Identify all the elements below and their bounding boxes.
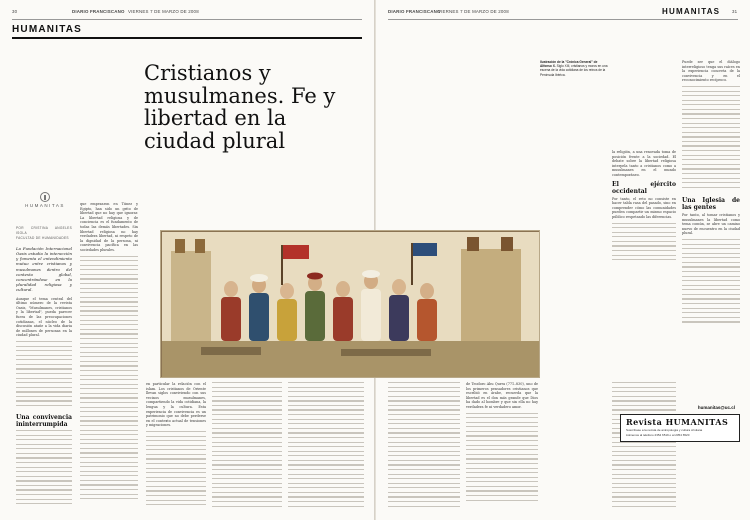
logo-wordmark: HUMANITAS [25,203,65,208]
right-folio-date: VIERNES 7 DE MARZO DE 2008 [438,9,509,14]
right-column-1a-text [388,382,460,512]
right-subhead: El ejército occidental [612,180,676,195]
right-column-3 [682,60,740,400]
right-folio-rule [388,19,738,20]
left-column-3 [146,382,206,512]
right-body-paragraph-col2: la religión, a una renovada toma de posición frente a la sociedad. El debate sobre la libertad religiosa interpela tanto a cristianos como a musulmanes en el mundo contemporáneo. [612,150,676,177]
left-section-rule [12,37,362,39]
right-folio-publication: DIARIO FRANCISCANO [388,9,441,14]
site-url[interactable]: humanitas@uc.cl [697,405,735,410]
body-text-lines [16,341,72,411]
illumination-drawing [161,231,540,378]
body-paragraph-intro: Aunque el tema central del último número de la revista Oasis, "Musulmanes, cristianos y la libertad", pueda parecer fuera de las preocupaciones cotidianas, el núcleo de la discusión atañe a la vida diaria de millones de personas en la ciudad plural. [16,296,72,338]
body-text-lines [682,239,740,329]
right-subhead-col3: Una Iglesia de las gentes [682,196,740,211]
right-section-title: HUMANITAS [662,7,721,16]
right-folio-number: 31 [732,9,738,14]
caption-title: Ilustración de la "Crónica General" de Alfonso X. [540,60,598,69]
body-text-lines [80,256,138,506]
cross-emblem-icon [40,192,50,202]
left-column-4-text [212,382,282,512]
left-folio-date: VIERNES 7 DE MARZO DE 2008 [128,9,199,14]
article-lede: La Fundación Internacional Oasis estudia la interacción y fomenta el entendimiento mutuo entre cristianos y musulmanes dentro del contexto global, concentrándose en la pluralidad religiosa y cultural. [16,245,72,293]
right-body-paragraph-col3: Puede ser que el diálogo interreligioso tenga sus raíces en la experiencia concreta de la convivencia y en el reconocimiento recíproco. [682,60,740,83]
medieval-illumination-image [160,230,540,378]
ad-line-2: Llámenos al teléfono 2354 6519 o al 2354 6520 [626,433,690,437]
left-column-5-text [288,382,364,512]
article-headline: Cristianos y musulmanes. Fe y libertad en la ciudad plural [144,61,336,153]
body-paragraph-col2: que empezaron en Túnez y Egipto, han sido un grito de libertad que no hay que ignorar. La libertad religiosa y de conciencia es el fundamento de todas las demás libertades. Sin libertad religiosa no hay verdadera libertad, ni respeto de la dignidad de la persona, ni convivencia pacífica en las sociedades plurales. [80,202,138,252]
article-byline: POR CRISTINA ANGELES ISOLA [16,226,72,235]
left-folio-rule [12,19,362,20]
ad-line-1: Suscríbase a la revista de antropología y cultura cristiana [626,428,703,432]
right-column-2b-text [612,382,676,512]
subscription-ad [620,405,740,442]
left-column-1 [16,222,72,512]
body-text-lines [16,430,72,510]
right-body-paragraph-col3b: Por tanto, al tomar cristianos y musulmanes la libertad como tema común, se abre un camino nuevo de encuentro en la ciudad plural. [682,212,740,236]
article-subhead: Una convivencia ininterrumpida [16,413,72,428]
right-body-paragraph-col1: de Teodoro Abu Qurra (771–830), uno de los primeros pensadores cristianos que escribió en árabe, recuerda que la libertad es el don más grande que Dios ha dado al hombre y que sin ella no hay verdadera fe ni verdadero amor. [466,382,538,409]
caption-text: Siglo XIII, cristianos y moros en una escena de la vida cotidiana de los reinos de la Península Ibérica. [540,64,608,77]
left-folio-publication: DIARIO FRANCISCANO [72,9,125,14]
article-byline-role: FACULTAD DE HUMANIDADES [16,236,69,241]
image-caption [540,60,610,77]
body-text-lines [466,413,538,508]
ad-title: Revista HUMANITAS [626,417,729,427]
left-column-2 [80,202,138,512]
body-text-lines [146,431,206,511]
right-body-paragraph-col2b: Por tanto, el reto no consiste en hacer tabla rasa del pasado, sino en comprender cómo las comunidades pueden compartir un mismo espacio público respetando las diferencias. [612,196,676,219]
body-text-lines [682,86,740,194]
body-text-lines [612,223,676,263]
left-section-title: HUMANITAS [12,24,83,35]
left-folio-number: 30 [12,9,18,14]
humanitas-logo [16,192,74,216]
right-column-1 [466,382,538,512]
body-paragraph-col3: en particular la relación con el islam. Los cristianos de Oriente llevan siglos conviviendo con sus vecinos musulmanes, compartiendo la vida cotidiana, la lengua y la cultura. Esta experiencia de convivencia es un patrimonio que no debe perderse en el contexto actual de tensiones y migraciones. [146,382,206,428]
